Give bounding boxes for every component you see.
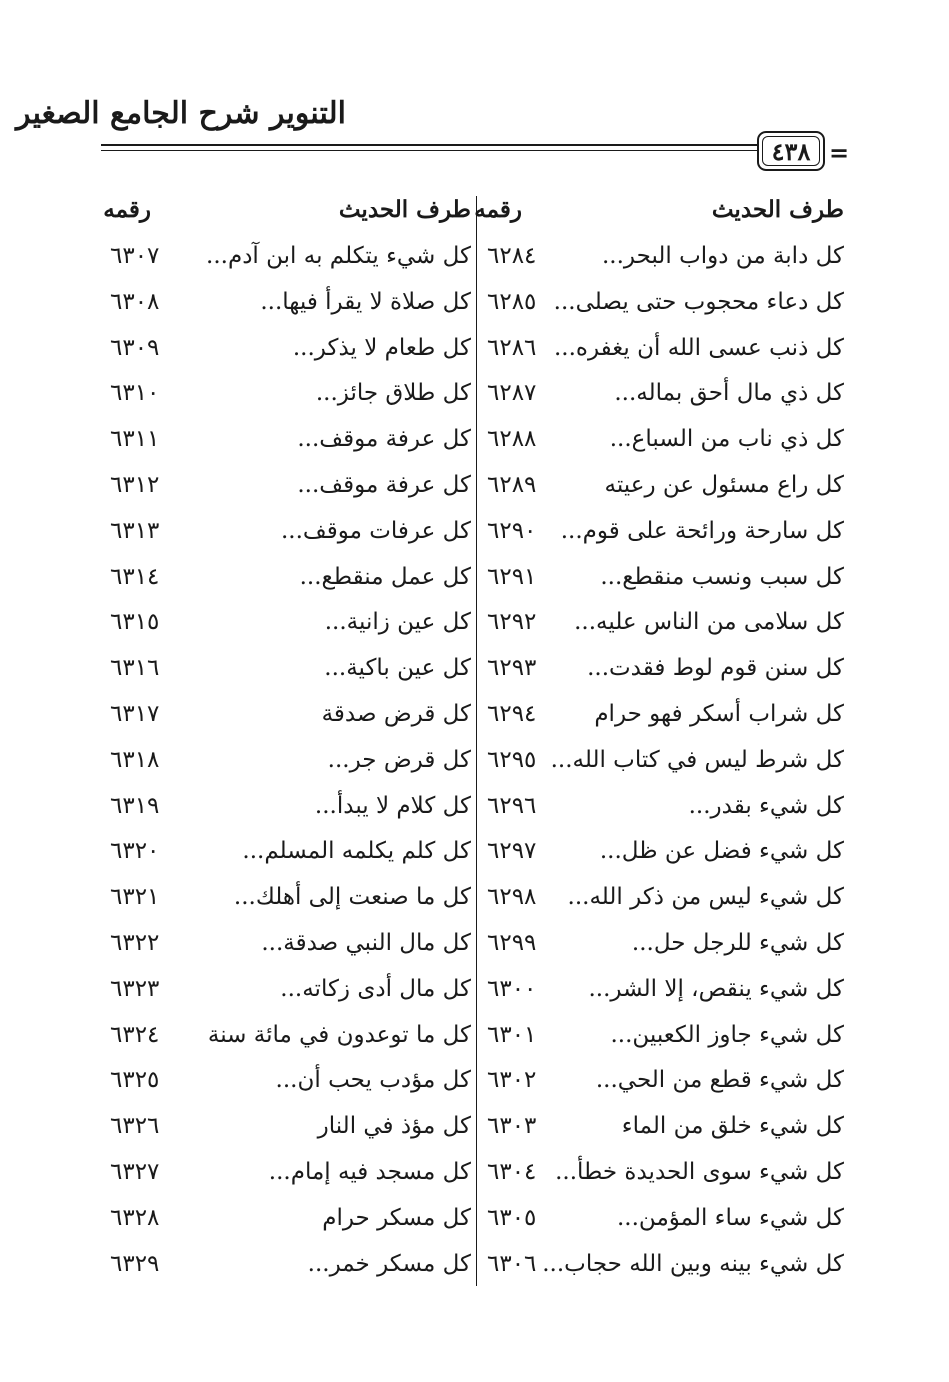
hadith-title-right: كل ذنب عسى الله أن يغفره...: [554, 335, 844, 361]
hadith-title-right: كل شيء جاوز الكعبين...: [610, 1022, 844, 1048]
hadith-title-left: كل قرض جر...: [327, 747, 471, 773]
hadith-title-left: كل شيء يتكلم به ابن آدم...: [206, 243, 471, 269]
hadith-title-left: كل طعام لا يذكر...: [292, 335, 471, 361]
hadith-title-right: كل شيء ينقص، إلا الشر...: [588, 976, 844, 1002]
hadith-title-left: كل كلام لا يبدأ...: [314, 793, 471, 819]
hadith-title-left: كل طلاق جائز...: [315, 380, 471, 406]
hadith-title-right: كل راع مسئول عن رعيته: [604, 472, 844, 498]
hadith-title-left: كل ما صنعت إلى أهلك...: [233, 884, 471, 910]
hadith-number-right: ٦٢٩٠: [487, 518, 537, 544]
hadith-title-right: كل شرط ليس في كتاب الله...: [550, 747, 844, 773]
hadith-number-left: ٦٣٢٢: [110, 930, 160, 956]
hadith-title-right: كل ذي مال أحق بماله...: [614, 380, 844, 406]
hadith-number-right: ٦٢٨٥: [487, 289, 537, 315]
hadith-number-left: ٦٣١١: [110, 426, 160, 452]
hadith-title-left: كل عرفات موقف...: [281, 518, 471, 544]
hadith-title-left: كل مال أدى زكاته...: [280, 976, 471, 1002]
hadith-number-left: ٦٣١٧: [110, 701, 160, 727]
hadith-title-left: كل كلم يكلمه المسلم...: [242, 838, 471, 864]
hadith-title-right: كل شيء فضل عن ظل...: [599, 838, 844, 864]
hadith-title-right: كل سارحة ورائحة على قوم...: [560, 518, 844, 544]
hadith-number-right: ٦٢٨٨: [487, 426, 537, 452]
hadith-number-left: ٦٣٢٩: [110, 1251, 160, 1277]
hadith-title-left: كل صلاة لا يقرأ فيها...: [260, 289, 471, 315]
book-title: التنوير شرح الجامع الصغير: [16, 96, 346, 131]
hadith-title-left: كل عرفة موقف...: [297, 426, 471, 452]
hadith-title-right: كل شيء سوى الحديدة خطأ...: [555, 1159, 844, 1185]
hadith-number-right: ٦٣٠٢: [487, 1067, 537, 1093]
hadith-number-right: ٦٢٩٦: [487, 793, 537, 819]
hadith-title-right: كل شيء خلق من الماء: [621, 1113, 844, 1139]
hadith-title-right: كل شيء قطع من الحي...: [595, 1067, 844, 1093]
hadith-title-left: كل عين زانية...: [324, 609, 471, 635]
hadith-number-left: ٦٣٢٤: [110, 1022, 160, 1048]
hadith-number-left: ٦٣٠٨: [110, 289, 160, 315]
hadith-title-left: كل مسكر خمر...: [307, 1251, 471, 1277]
hadith-number-left: ٦٣٢٥: [110, 1067, 160, 1093]
hadith-title-left: كل ما توعدون في مائة سنة: [207, 1022, 471, 1048]
hadith-title-left: كل قرض صدقة: [321, 701, 471, 727]
hadith-number-left: ٦٣١٥: [110, 609, 160, 635]
hadith-number-right: ٦٢٩١: [487, 564, 537, 590]
left-column-heading-number: رقمه: [103, 196, 151, 223]
hadith-title-right: كل شراب أسكر فهو حرام: [594, 701, 844, 727]
hadith-number-right: ٦٣٠٦: [487, 1251, 537, 1277]
hadith-number-right: ٦٢٨٩: [487, 472, 537, 498]
hadith-number-left: ٦٣١٤: [110, 564, 160, 590]
right-column-heading-title: طرف الحديث: [711, 196, 844, 223]
hadith-number-right: ٦٢٨٤: [487, 243, 537, 269]
page-number: ٤٣٨: [771, 136, 811, 166]
hadith-number-left: ٦٣١٩: [110, 793, 160, 819]
hadith-title-left: كل مسجد فيه إمام...: [268, 1159, 471, 1185]
hadith-number-right: ٦٣٠٤: [487, 1159, 537, 1185]
hadith-title-right: كل سبب ونسب منقطع...: [600, 564, 844, 590]
hadith-title-right: كل دابة من دواب البحر...: [601, 243, 844, 269]
hadith-title-left: كل عمل منقطع...: [299, 564, 471, 590]
hadith-title-left: كل عين باكية...: [324, 655, 471, 681]
hadith-title-left: كل مسكر حرام: [322, 1205, 471, 1231]
hadith-number-right: ٦٢٩٤: [487, 701, 537, 727]
hadith-title-right: كل شيء ليس من ذكر الله...: [567, 884, 844, 910]
hadith-title-right: كل شيء ساء المؤمن...: [617, 1205, 844, 1231]
hadith-number-right: ٦٢٩٨: [487, 884, 537, 910]
hadith-number-left: ٦٣٠٧: [110, 243, 160, 269]
hadith-number-left: ٦٣٢٧: [110, 1159, 160, 1185]
hadith-number-right: ٦٢٩٢: [487, 609, 537, 635]
hadith-number-left: ٦٣٢١: [110, 884, 160, 910]
hadith-title-left: كل مال النبي صدقة...: [261, 930, 471, 956]
hadith-number-right: ٦٣٠٠: [487, 976, 537, 1002]
hadith-title-right: كل شيء بينه وبين الله حجاب...: [542, 1251, 844, 1277]
hadith-number-right: ٦٢٨٧: [487, 380, 537, 406]
hadith-title-left: كل مؤذ في النار: [317, 1113, 471, 1139]
hadith-number-right: ٦٣٠٥: [487, 1205, 537, 1231]
hadith-number-left: ٦٣١٢: [110, 472, 160, 498]
hadith-title-left: كل عرفة موقف...: [297, 472, 471, 498]
left-column-heading-title: طرف الحديث: [338, 196, 471, 223]
hadith-number-right: ٦٢٩٣: [487, 655, 537, 681]
hadith-number-right: ٦٣٠١: [487, 1022, 537, 1048]
hadith-number-right: ٦٢٩٩: [487, 930, 537, 956]
hadith-number-left: ٦٣٢٠: [110, 838, 160, 864]
hadith-number-left: ٦٣١٣: [110, 518, 160, 544]
hadith-number-left: ٦٣٢٦: [110, 1113, 160, 1139]
hadith-number-left: ٦٣١٦: [110, 655, 160, 681]
hadith-number-left: ٦٣١٠: [110, 380, 160, 406]
hadith-title-right: كل سنن قوم لوط فقدت...: [587, 655, 844, 681]
hadith-title-right: كل شيء للرجل حل...: [631, 930, 844, 956]
hadith-number-right: ٦٢٩٥: [487, 747, 537, 773]
hadith-title-right: كل ذي ناب من السباع...: [609, 426, 844, 452]
hadith-number-left: ٦٣٠٩: [110, 335, 160, 361]
hadith-number-left: ٦٣٢٨: [110, 1205, 160, 1231]
hadith-title-right: كل دعاء محجوب حتى يصلى...: [553, 289, 844, 315]
page-number-dash: =: [829, 138, 850, 167]
hadith-number-right: ٦٢٨٦: [487, 335, 537, 361]
right-column-heading-number: رقمه: [474, 196, 522, 223]
hadith-number-left: ٦٣١٨: [110, 747, 160, 773]
hadith-title-left: كل مؤدب يحب أن...: [275, 1067, 471, 1093]
hadith-number-left: ٦٣٢٣: [110, 976, 160, 1002]
hadith-title-right: كل سلامى من الناس عليه...: [574, 609, 844, 635]
hadith-title-right: كل شيء بقدر...: [688, 793, 844, 819]
hadith-number-right: ٦٣٠٣: [487, 1113, 537, 1139]
hadith-number-right: ٦٢٩٧: [487, 838, 537, 864]
